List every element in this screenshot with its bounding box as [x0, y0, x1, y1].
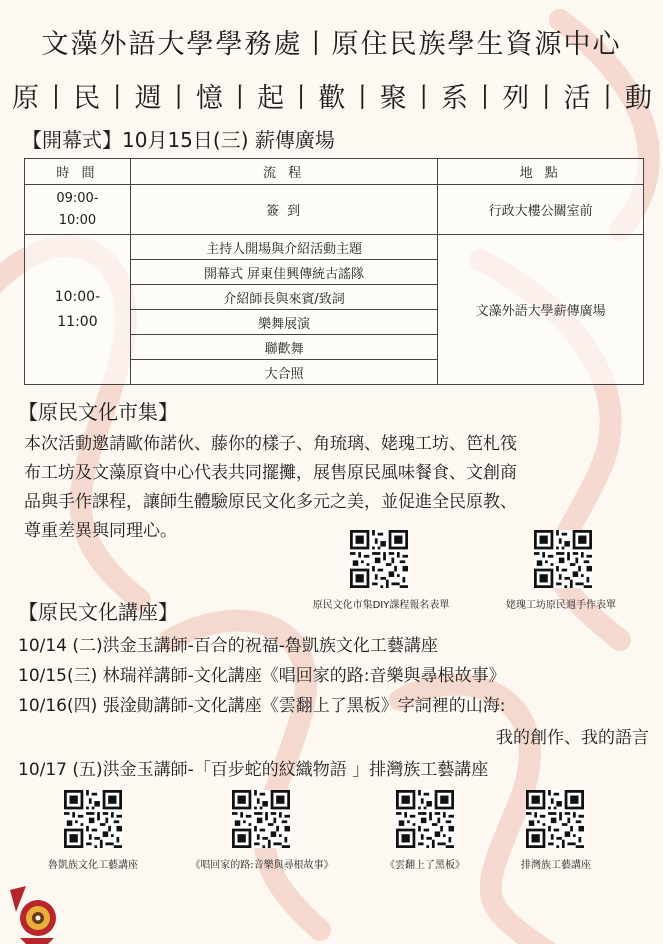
series-char: 民 [73, 83, 101, 114]
qr-caption: 魯凱族文化工藝講座 [48, 860, 138, 871]
process-cell: 簽 到 [130, 185, 437, 235]
separator: 丨 [471, 83, 499, 114]
place-cell: 行政大樓公關室前 [438, 185, 644, 235]
logo-icon [4, 882, 68, 944]
qr-code-icon[interactable] [396, 790, 454, 848]
time-start: 09:00- [56, 190, 99, 206]
time-start: 10:00- [54, 288, 101, 305]
process-cell: 介紹師長與來賓/致詞 [130, 285, 437, 310]
qr-code-icon[interactable] [64, 790, 122, 848]
opening-schedule-table [24, 158, 644, 385]
lecture-line: 10/14 (二)洪金玉講師-百合的祝福-魯凱族文化工藝講座 [18, 636, 438, 656]
qr-code-icon[interactable] [232, 790, 290, 848]
series-char: 系 [440, 83, 468, 114]
qr-caption: 《唱回家的路:音樂與尋根故事》 [190, 860, 334, 871]
process-cell: 開幕式 屏東佳興傳統古謠隊 [130, 260, 437, 285]
qr-code-icon[interactable] [534, 530, 592, 588]
qr-code-icon[interactable] [350, 530, 408, 588]
series-char: 起 [257, 83, 285, 114]
separator: 丨 [226, 83, 254, 114]
market-line: 品與手作課程，讓師生體驗原民文化多元之美，並促進全民原教、 [24, 492, 517, 512]
separator: 丨 [594, 83, 622, 114]
series-char: 聚 [379, 83, 407, 114]
lecture-line: 我的創作、我的語言 [496, 728, 649, 748]
page-title: 文藻外語大學學務處丨原住民族學生資源中心 [41, 29, 622, 60]
time-end: 10:00 [58, 212, 97, 228]
lectures-heading: 【原民文化講座】 [18, 600, 178, 624]
market-line: 本次活動邀請歐佈諾伙、藤你的樣子、角琉璃、姥瑰工坊、笆札筏 [24, 434, 517, 454]
time-cell [25, 185, 131, 235]
series-char: 動 [624, 83, 652, 114]
separator: 丨 [287, 83, 315, 114]
series-char: 列 [502, 83, 530, 114]
opening-heading: 【開幕式】10月15日(三) 薪傳廣場 [22, 128, 335, 152]
place-cell: 文藻外語大學薪傳廣場 [438, 235, 644, 385]
separator: 丨 [165, 83, 193, 114]
series-char: 週 [134, 83, 162, 114]
col-header-time: 時 間 [25, 159, 131, 185]
process-cell: 聯歡舞 [130, 335, 437, 360]
qr-caption: 排灣族工藝講座 [521, 860, 591, 871]
series-char: 原 [12, 83, 39, 114]
separator: 丨 [103, 83, 131, 114]
time-end: 11:00 [57, 313, 98, 330]
lecture-line: 10/16(四) 張淦勛講師-文化講座《雲翻上了黑板》字詞裡的山海: [18, 696, 506, 716]
series-char: 憶 [195, 83, 223, 114]
separator: 丨 [42, 83, 70, 114]
qr-code-icon[interactable] [526, 790, 584, 848]
separator: 丨 [349, 83, 377, 114]
lecture-line: 10/17 (五)洪金玉講師-「百步蛇的紋織物語 」排灣族工藝講座 [18, 760, 489, 780]
separator: 丨 [532, 83, 560, 114]
separator: 丨 [410, 83, 438, 114]
col-header-process: 流 程 [130, 159, 437, 185]
col-header-place: 地 點 [438, 159, 644, 185]
series-char: 活 [563, 83, 591, 114]
market-line: 尊重差異與同理心。 [24, 521, 177, 541]
market-line: 布工坊及文藻原資中心代表共同擺攤，展售原民風味餐食、文創商 [24, 463, 517, 483]
qr-caption: 原民文化市集DIY課程報名表單 [312, 600, 450, 611]
series-char: 歡 [318, 83, 346, 114]
market-heading: 【原民文化市集】 [18, 400, 178, 424]
qr-caption: 《雲翻上了黑板》 [385, 860, 465, 871]
process-cell: 樂舞展演 [130, 310, 437, 335]
qr-caption: 姥瑰工坊原民週手作表單 [506, 600, 616, 611]
market-description [24, 430, 654, 546]
time-cell [25, 235, 131, 385]
lecture-line: 10/15(三) 林瑞祥講師-文化講座《唱回家的路:音樂與尋根故事》 [18, 666, 506, 686]
series-title [12, 76, 652, 115]
process-cell: 主持人開場與介紹活動主題 [130, 235, 437, 260]
process-cell: 大合照 [130, 360, 437, 385]
